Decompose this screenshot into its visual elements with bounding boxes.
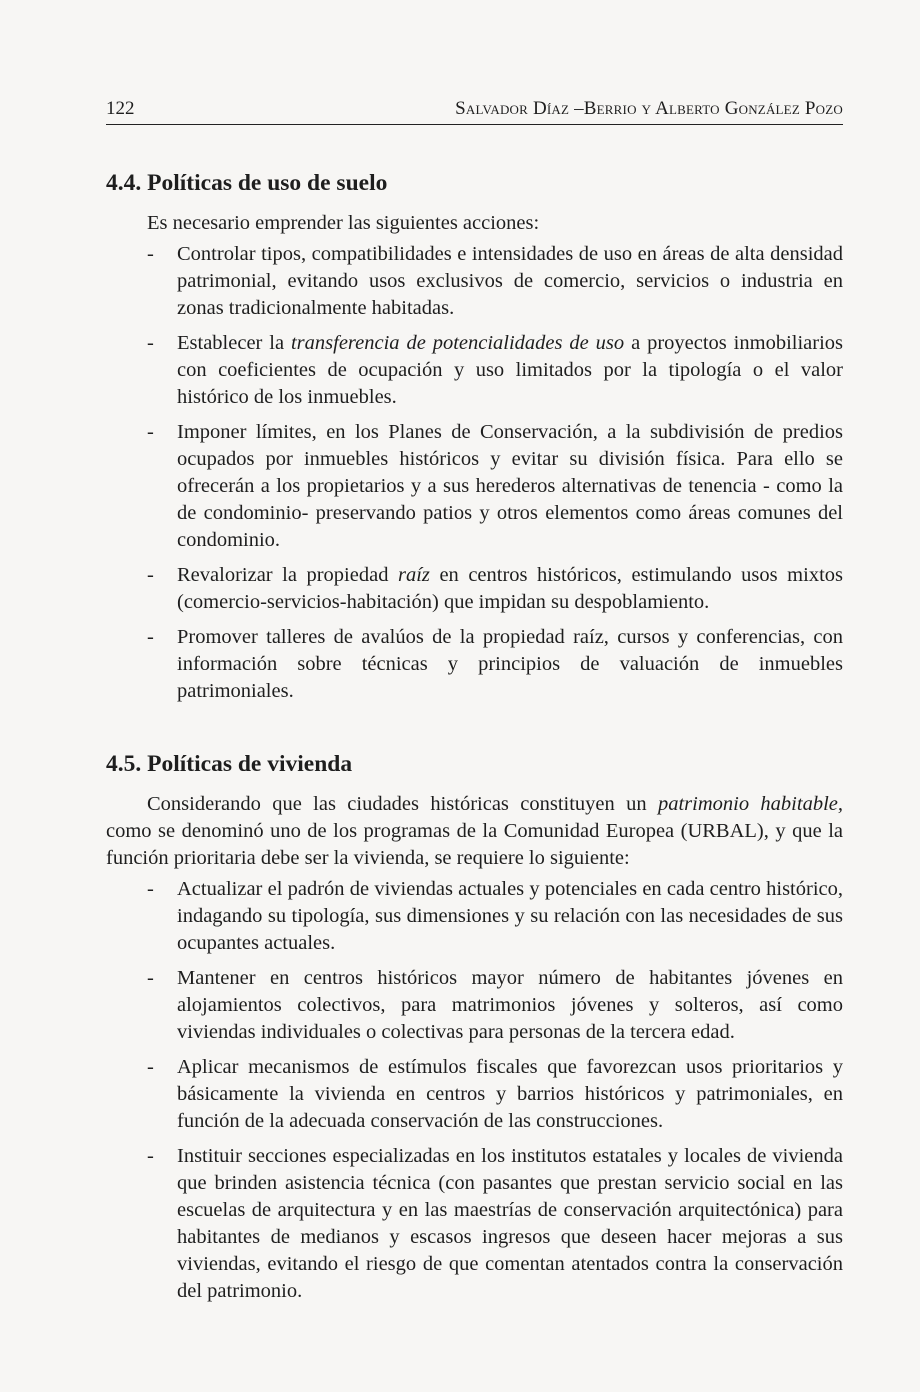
dash-bullet: - xyxy=(147,878,154,900)
list-item: - Imponer límites, en los Planes de Conservación, a la subdivisión de predios ocupados por inmuebles históricos y evitar su división física. Para ello se ofrecerán a los propietarios y a sus herederos alternativas de tenencia - como la de condominio- preservando patios y otros elementos como áreas comunes del condominio. xyxy=(147,421,843,551)
section-heading-4-5: 4.5. Políticas de vivienda xyxy=(106,751,353,777)
page-number: 122 xyxy=(106,98,135,119)
section-4-4-list xyxy=(106,241,843,705)
dash-bullet: - xyxy=(147,243,154,265)
section-4-5-intro: Considerando que las ciudades históricas constituyen un patrimonio habitable, como se denominó uno de los programas de la Comunidad Europea (URBAL), y que la función prioritaria debe ser la vivienda, se requiere lo siguiente: xyxy=(106,793,843,869)
page-body xyxy=(106,168,843,1313)
section-heading-4-4: 4.4. Políticas de uso de suelo xyxy=(106,170,388,196)
dash-bullet: - xyxy=(147,626,154,648)
list-item: - Revalorizar la propiedad raíz en centros históricos, estimulando usos mixtos (comercio-servicios-habitación) que impidan su despoblamiento. xyxy=(147,564,843,613)
section-4-4-intro: Es necesario emprender las siguientes acciones: xyxy=(147,212,540,234)
header-rule xyxy=(106,124,843,125)
list-item: - Controlar tipos, compatibilidades e intensidades de uso en áreas de alta densidad patrimonial, evitando usos exclusivos de comercio, servicios o industria en zonas tradicionalmente habitadas. xyxy=(147,243,843,319)
section-4-5-list xyxy=(106,876,843,1305)
list-item: - Establecer la transferencia de potencialidades de uso a proyectos inmobiliarios con coeficientes de ocupación y uso limitados por la tipología o el valor histórico de los inmuebles. xyxy=(147,332,843,408)
dash-bullet: - xyxy=(147,1056,154,1078)
dash-bullet: - xyxy=(147,1145,154,1167)
dash-bullet: - xyxy=(147,332,154,354)
list-item: - Promover talleres de avalúos de la propiedad raíz, cursos y conferencias, con información sobre técnicas y principios de valuación de inmuebles patrimoniales. xyxy=(147,626,843,702)
dash-bullet: - xyxy=(147,564,154,586)
list-item: - Aplicar mecanismos de estímulos fiscales que favorezcan usos prioritarios y básicamente la vivienda en centros y barrios históricos y patrimoniales, en función de la adecuada conservación de las construcciones. xyxy=(147,1056,843,1132)
running-header-authors: Salvador Díaz –Berrio y Alberto González Pozo xyxy=(455,98,843,119)
list-item: - Actualizar el padrón de viviendas actuales y potenciales en cada centro histórico, indagando su tipología, sus dimensiones y su relación con las necesidades de sus ocupantes actuales. xyxy=(147,878,843,954)
dash-bullet: - xyxy=(147,421,154,443)
dash-bullet: - xyxy=(147,967,154,989)
running-header xyxy=(106,98,843,120)
list-item: - Mantener en centros históricos mayor número de habitantes jóvenes en alojamientos colectivos, para matrimonios jóvenes y solteros, así como viviendas individuales o colectivas para personas de la tercera edad. xyxy=(147,967,843,1043)
list-item: - Instituir secciones especializadas en los institutos estatales y locales de vivienda que brinden asistencia técnica (con pasantes que prestan servicio social en las escuelas de arquitectura y en las maestrías de conservación arquitectónica) para habitantes de medianos y escasos ingresos que deseen hacer mejoras a sus viviendas, evitando el riesgo de que comentan atentados contra la conservación del patrimonio. xyxy=(147,1145,843,1302)
